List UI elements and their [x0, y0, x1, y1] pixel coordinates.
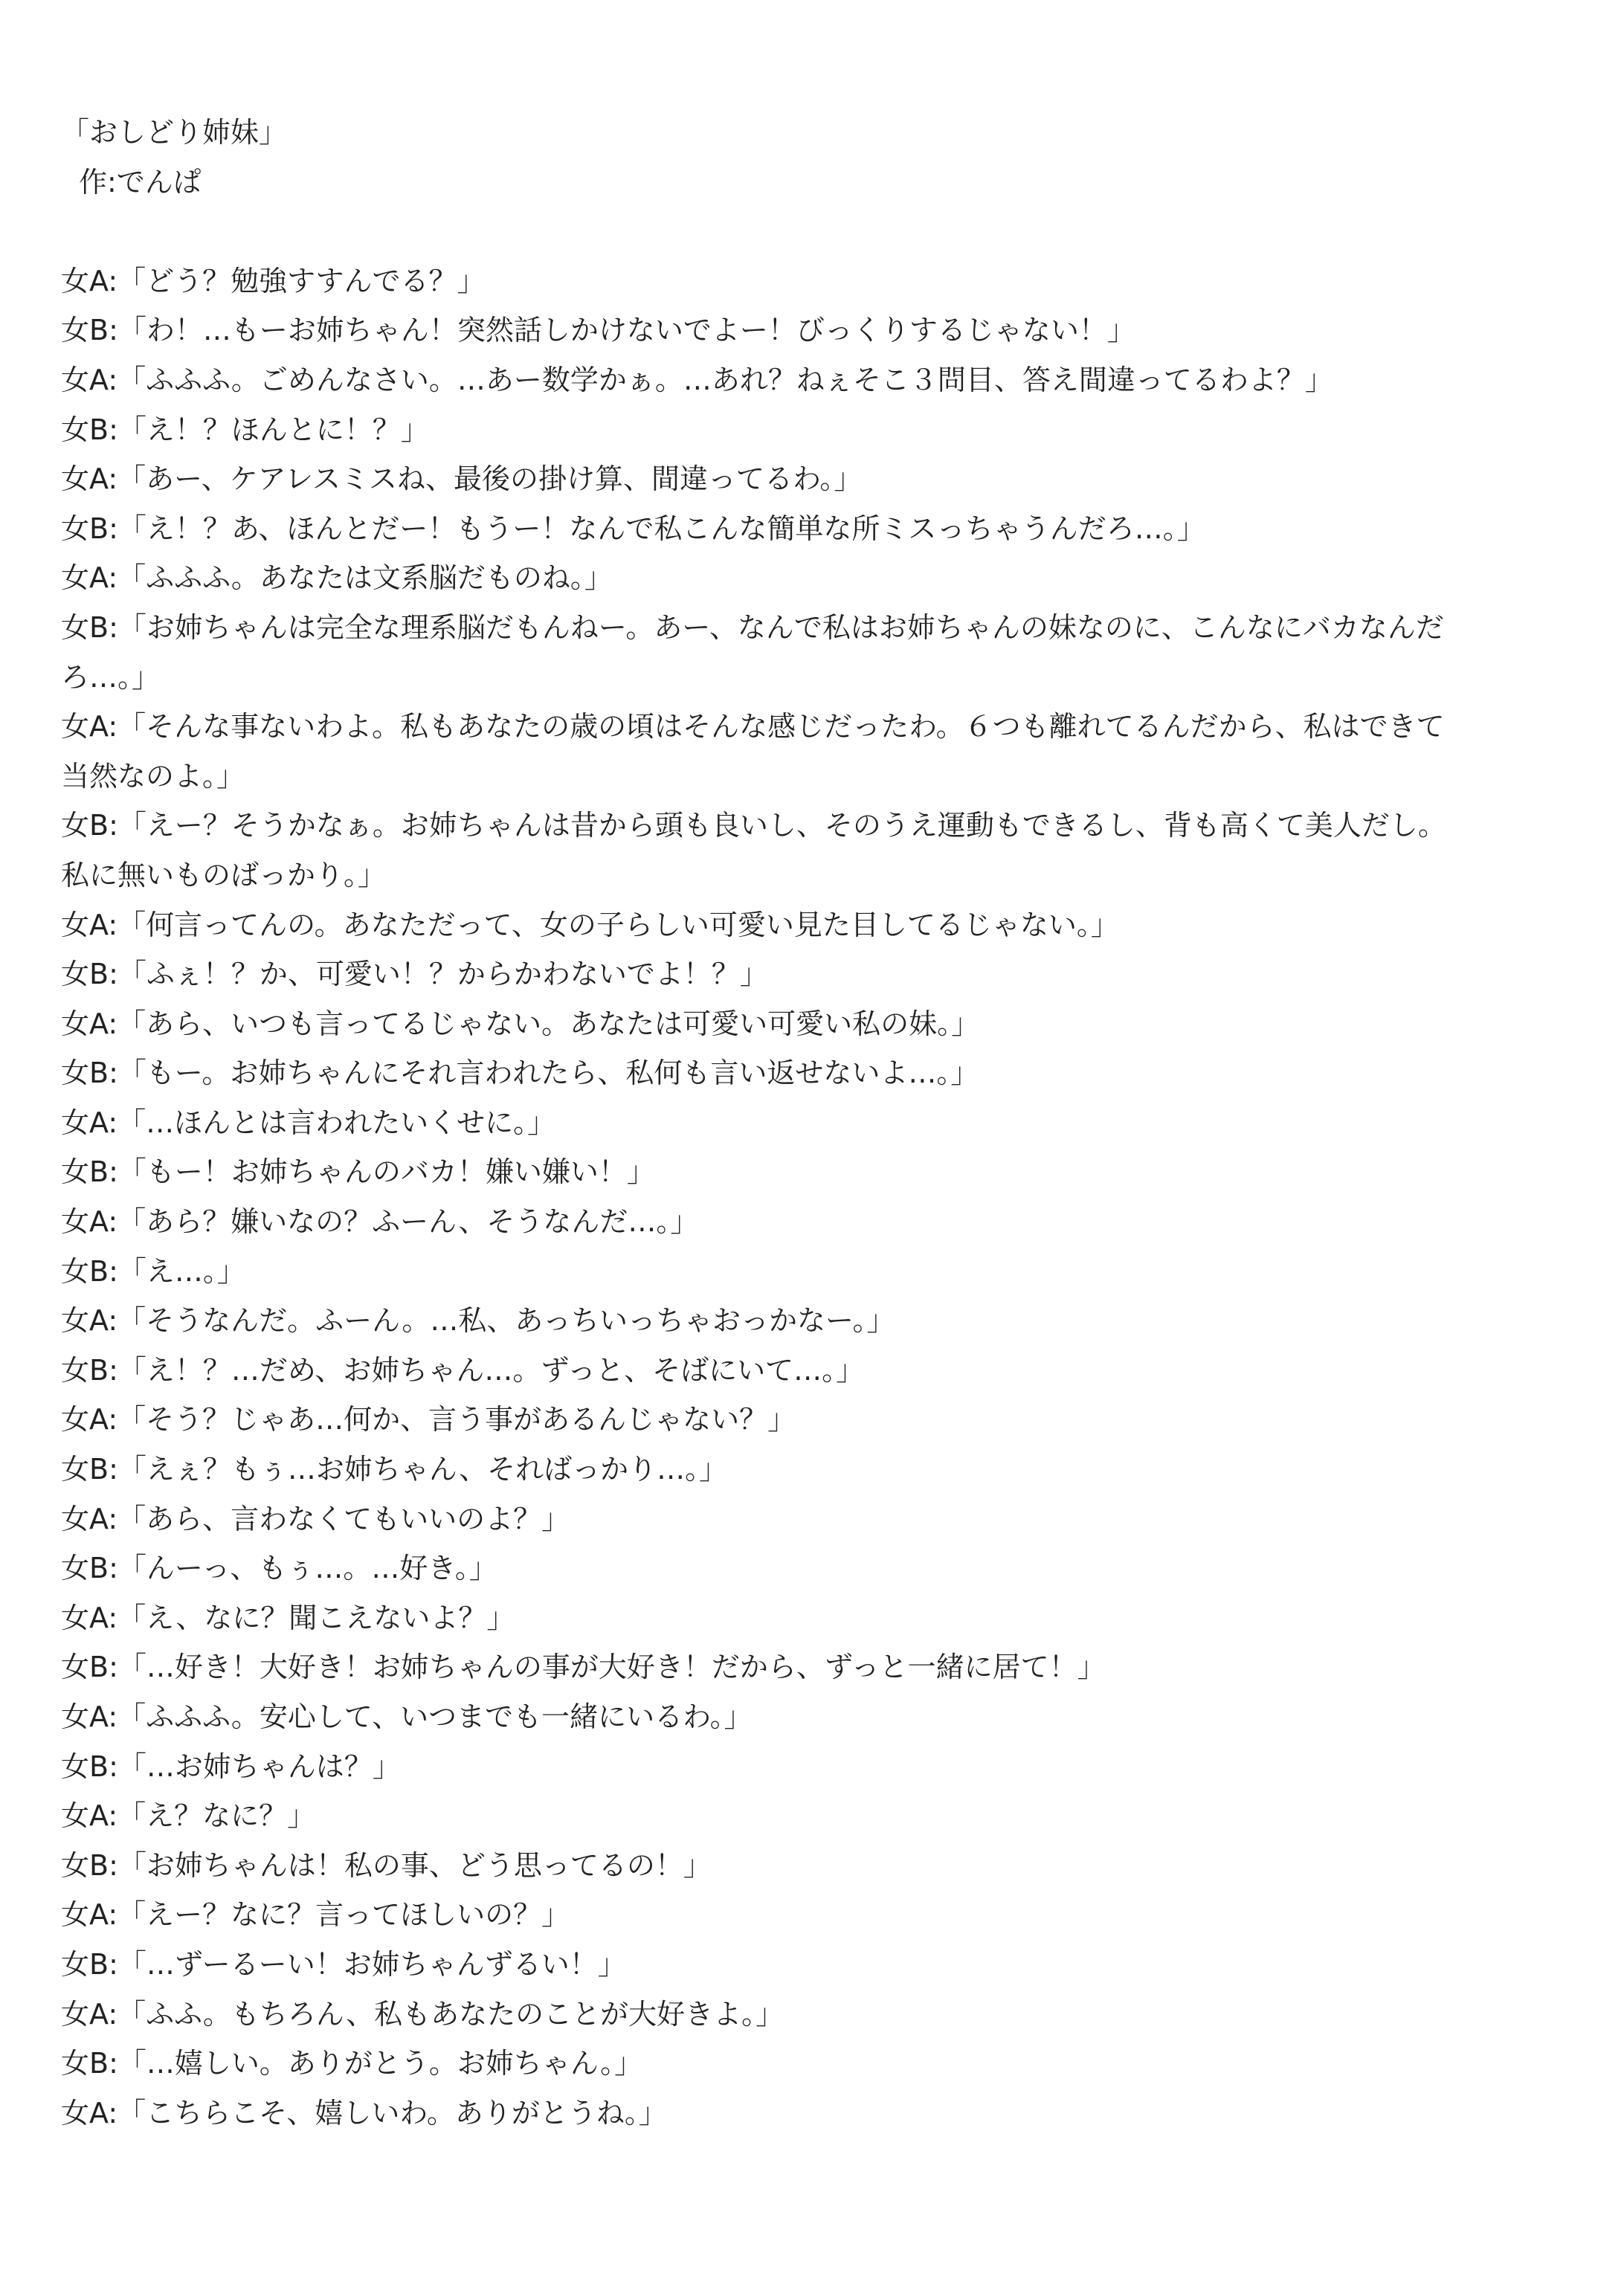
dialogue-line: 女B:「え！？あ、ほんとだー！もうー！なんで私こんな簡単な所ミスっちゃうんだろ…。」	[61, 512, 1205, 545]
dialogue-line: 女B:「え！？ほんとに！？」	[61, 413, 429, 446]
dialogue-line: 女B:「…ずーるーい！お姉ちゃんずるい！」	[61, 1947, 626, 1981]
dialogue-line: 女B:「もー。お姉ちゃんにそれ言われたら、私何も言い返せないよ…。」	[61, 1057, 979, 1090]
dialogue-line: 女A:「あー、ケアレスミスね、最後の掛け算、間違ってるわ。」	[61, 462, 863, 496]
dialogue-line-continuation: ろ…。」	[61, 660, 161, 694]
dialogue-line: 女A:「ふふふ。ごめんなさい。…あー数学かぁ。…あれ？ねぇそこ３問目、答え間違ってるわよ？」	[61, 363, 1333, 396]
dialogue-line-continuation: 私に無いものばっかり。」	[61, 858, 387, 891]
script-title: 「おしどり姉妹」	[61, 116, 288, 149]
dialogue-line: 女A:「あら、いつも言ってるじゃない。あなたは可愛い可愛い私の妹。」	[61, 1007, 980, 1040]
dialogue-line: 女A:「えー？なに？言ってほしいの？」	[61, 1898, 570, 1932]
dialogue-line: 女B:「ふぇ！？か、可愛い！？からかわないでよ！？」	[61, 958, 768, 991]
dialogue-line: 女B:「もー！お姉ちゃんのバカ！嫌い嫌い！」	[61, 1155, 655, 1189]
dialogue-line: 女A:「こちらこそ、嬉しいわ。ありがとうね。」	[61, 2096, 667, 2129]
dialogue-line: 女B:「お姉ちゃんは完全な理系脳だもんねー。あー、なんで私はお姉ちゃんの妹なのに、こんなにバカなんだ	[61, 610, 1444, 644]
dialogue-line: 女B:「えー？そうかなぁ。お姉ちゃんは昔から頭も良いし、そのうえ運動もできるし、背も高くて美人だし。	[61, 809, 1446, 842]
dialogue-line: 女A:「え？なに？」	[61, 1799, 316, 1833]
script-body	[61, 108, 1578, 2138]
dialogue-line: 女B:「…お姉ちゃんは？」	[61, 1750, 401, 1783]
dialogue-line: 女A:「どう？勉強すすんでる？」	[61, 264, 486, 297]
dialogue-line: 女A:「え、なに？聞こえないよ？」	[61, 1601, 515, 1634]
dialogue-line: 女B:「わ！…もーお姉ちゃん！突然話しかけないでよー！びっくりするじゃない！」	[61, 314, 1135, 347]
dialogue-line: 女B:「…好き！大好き！お姉ちゃんの事が大好き！だから、ずっと一緒に居て！」	[61, 1651, 1106, 1684]
dialogue-line-continuation: 当然なのよ。」	[61, 759, 245, 793]
blank-line	[61, 207, 1578, 257]
dialogue-line: 女A:「ふふふ。あなたは文系脳だものね。」	[61, 561, 613, 595]
dialogue-line: 女A:「そうなんだ。ふーん。…私、あっちいっちゃおっかなー。」	[61, 1304, 895, 1338]
dialogue-line: 女A:「あら、言わなくてもいいのよ？」	[61, 1502, 570, 1535]
dialogue-line: 女A:「ふふふ。安心して、いつまでも一緒にいるわ。」	[61, 1700, 753, 1733]
dialogue-line: 女A:「あら？嫌いなの？ふーん、そうなんだ…。」	[61, 1205, 699, 1239]
dialogue-line: 女B:「え！？…だめ、お姉ちゃん…。ずっと、そばにいて…。」	[61, 1353, 865, 1387]
dialogue-line: 女A:「そう？じゃあ…何か、言う事があるんじゃない？」	[61, 1403, 796, 1436]
dialogue-line: 女B:「えぇ？もぅ…お姉ちゃん、そればっかり…。」	[61, 1453, 728, 1486]
dialogue-line: 女A:「…ほんとは言われたいくせに。」	[61, 1106, 556, 1139]
dialogue-line: 女A:「そんな事ないわよ。私もあなたの歳の頃はそんな感じだったわ。６つも離れてるんだから、私はできて	[61, 710, 1445, 744]
dialogue-line: 女B:「え…。」	[61, 1254, 245, 1288]
script-author: 作:でんぱ	[79, 165, 202, 199]
dialogue-line: 女A:「ふふ。もちろん、私もあなたのことが大好きよ。」	[61, 1997, 784, 2031]
dialogue-line: 女A:「何言ってんの。あなただって、女の子らしい可愛い見た目してるじゃない。」	[61, 908, 1119, 941]
dialogue-line: 女B:「…嬉しい。ありがとう。お姉ちゃん。」	[61, 2047, 643, 2080]
dialogue-line: 女B:「お姉ちゃんは！私の事、どう思ってるの！」	[61, 1848, 712, 1882]
dialogue-line: 女B:「んーっ、もぅ…。…好き。」	[61, 1552, 497, 1585]
